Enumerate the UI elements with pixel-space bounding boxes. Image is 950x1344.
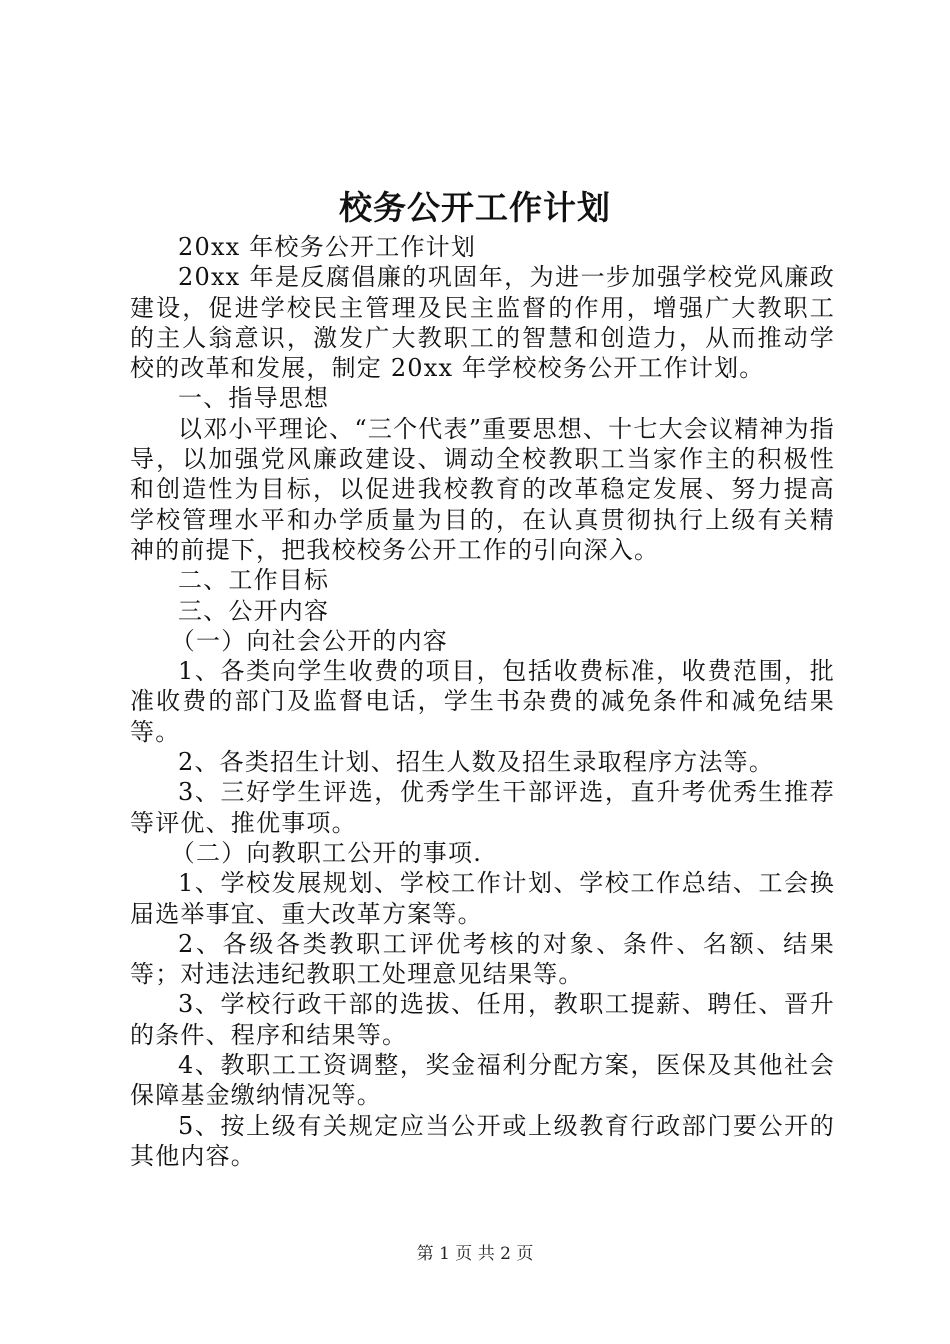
document-body	[130, 232, 835, 1171]
plan-subtitle: 20xx 年校务公开工作计划	[178, 233, 477, 261]
section-heading-work-goals: 二、工作目标	[178, 566, 330, 595]
subsection-heading-staff: （二）向教职工公开的事项.	[170, 838, 483, 867]
list-item: 3、三好学生评选，优秀学生干部评选，直升考优秀生推荐等评优、推优事项。	[130, 778, 835, 837]
guiding-ideology-paragraph: 以邓小平理论、“三个代表”重要思想、十七大会议精神为指导，以加强党风廉政建设、调动全校教职工当家作主的积极性和创造性为目标，以促进我校教育的改革稳定发展、努力提高学校管理水平和办学质量为目的，在认真贯彻执行上级有关精神的前提下，把我校校务公开工作的引向深入。	[130, 414, 835, 564]
section-heading-public-content: 三、公开内容	[178, 596, 330, 625]
list-item: 1、各类向学生收费的项目，包括收费标准，收费范围，批准收费的部门及监督电话，学生书杂费的减免条件和减免结果等。	[130, 657, 835, 746]
list-item: 1、学校发展规划、学校工作计划、学校工作总结、工会换届选举事宜、重大改革方案等。	[130, 869, 835, 928]
subsection-heading-public: （一）向社会公开的内容	[170, 626, 448, 655]
list-item: 4、教职工工资调整，奖金福利分配方案，医保及其他社会保障基金缴纳情况等。	[130, 1051, 835, 1110]
list-item: 5、按上级有关规定应当公开或上级教育行政部门要公开的其他内容。	[130, 1111, 835, 1170]
document-title: 校务公开工作计划	[339, 188, 611, 227]
section-heading-guiding-ideology: 一、指导思想	[178, 384, 330, 413]
list-item: 3、学校行政干部的选拔、任用，教职工提薪、聘任、晋升的条件、程序和结果等。	[130, 990, 835, 1049]
list-item: 2、各级各类教职工评优考核的对象、条件、名额、结果等；对违法违纪教职工处理意见结果等。	[130, 929, 835, 989]
list-item: 2、各类招生计划、招生人数及招生录取程序方法等。	[178, 748, 775, 777]
intro-paragraph: 20xx 年是反腐倡廉的巩固年，为进一步加强学校党风廉政建设，促进学校民主管理及民主监督的作用，增强广大教职工的主人翁意识，激发广大教职工的智慧和创造力，从而推动学校的改革和发展，制定 20xx 年学校校务公开工作计划。	[130, 263, 835, 383]
page-footer: 第 1 页 共 2 页	[416, 1244, 534, 1264]
